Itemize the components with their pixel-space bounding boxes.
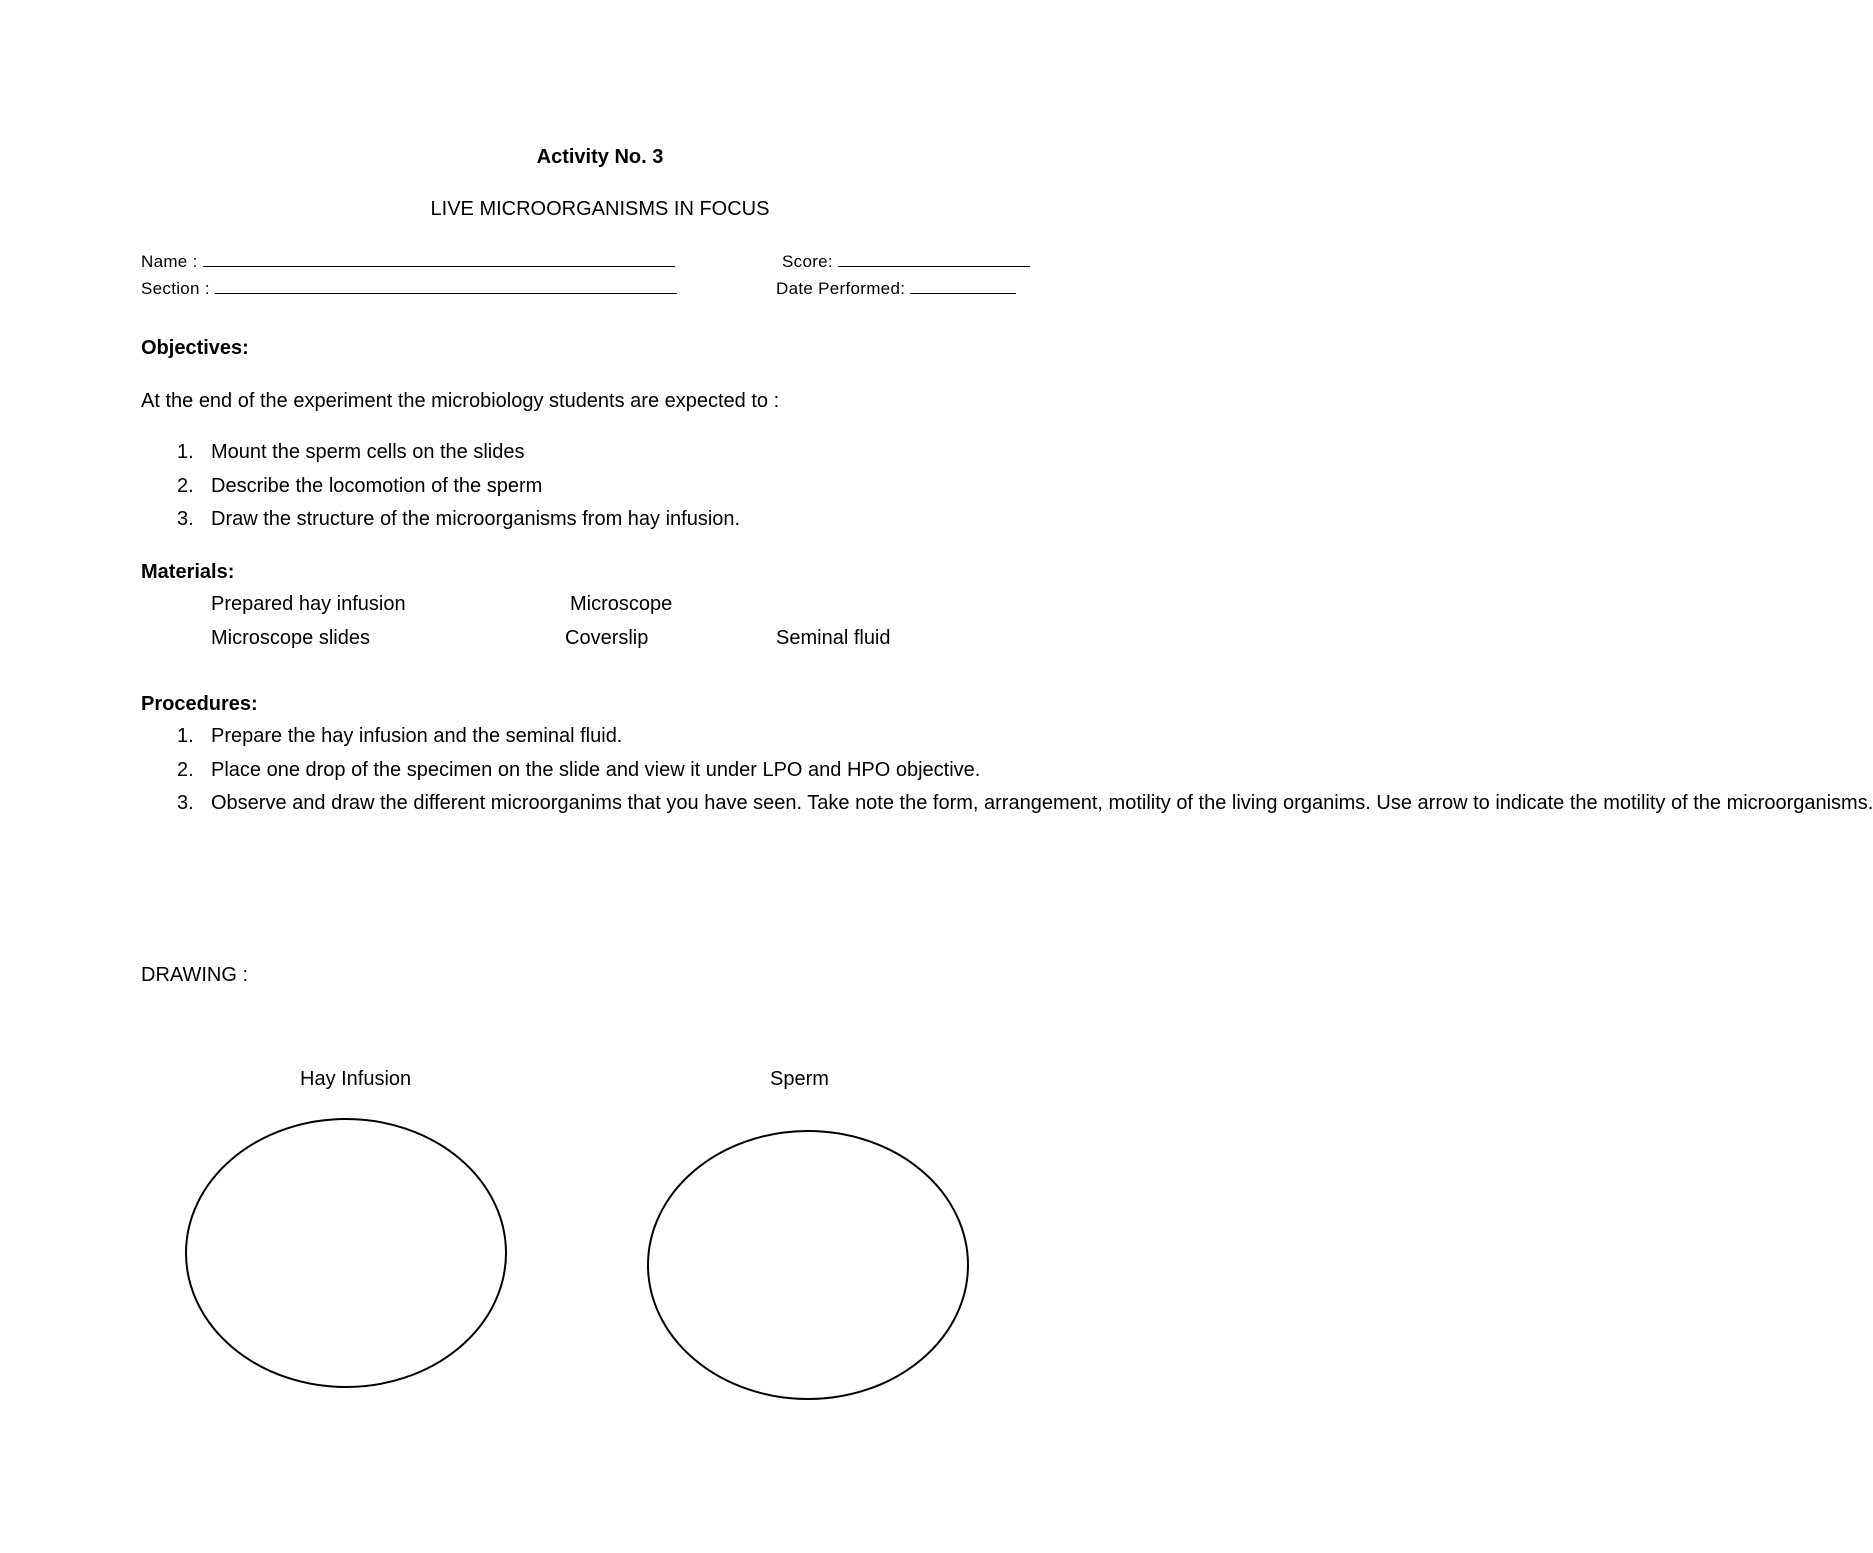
list-item: 2. Place one drop of the specimen on the slide and view it under LPO and HPO objective. bbox=[177, 758, 981, 781]
list-item: 3. Observe and draw the different microorganims that you have seen. Take note the form, arrangement, motility of the living organims. Use arrow to indicate the motility of the microorganisms. bbox=[177, 792, 1873, 814]
material-item: Microscope slides bbox=[211, 627, 370, 649]
sperm-drawing-area[interactable] bbox=[648, 1131, 968, 1399]
material-item: Seminal fluid bbox=[776, 627, 891, 649]
score-label: Score: bbox=[782, 252, 833, 271]
objectives-intro: At the end of the experiment the microbiology students are expected to : bbox=[141, 390, 780, 412]
list-item: 2. Describe the locomotion of the sperm bbox=[177, 474, 543, 497]
date-label: Date Performed: bbox=[776, 279, 906, 298]
material-item: Prepared hay infusion bbox=[211, 593, 406, 615]
material-item: Microscope bbox=[570, 593, 673, 615]
procedures-heading: Procedures: bbox=[141, 693, 258, 715]
material-item: Coverslip bbox=[565, 627, 649, 649]
activity-number: Activity No. 3 bbox=[536, 146, 664, 168]
list-item: 3. Draw the structure of the microorganisms from hay infusion. bbox=[177, 508, 741, 530]
sperm-label: Sperm bbox=[770, 1068, 829, 1090]
drawing-label: DRAWING : bbox=[141, 964, 249, 986]
section-label: Section : bbox=[141, 279, 210, 298]
name-label: Name : bbox=[141, 252, 198, 271]
page-title: LIVE MICROORGANISMS IN FOCUS bbox=[430, 198, 770, 220]
list-item: 1. Mount the sperm cells on the slides bbox=[177, 441, 525, 463]
list-item: 1. Prepare the hay infusion and the seminal fluid. bbox=[177, 725, 623, 747]
objectives-heading: Objectives: bbox=[141, 337, 249, 359]
hay-infusion-label: Hay Infusion bbox=[300, 1068, 412, 1090]
hay-infusion-drawing-area[interactable] bbox=[186, 1119, 506, 1387]
materials-heading: Materials: bbox=[141, 561, 235, 583]
